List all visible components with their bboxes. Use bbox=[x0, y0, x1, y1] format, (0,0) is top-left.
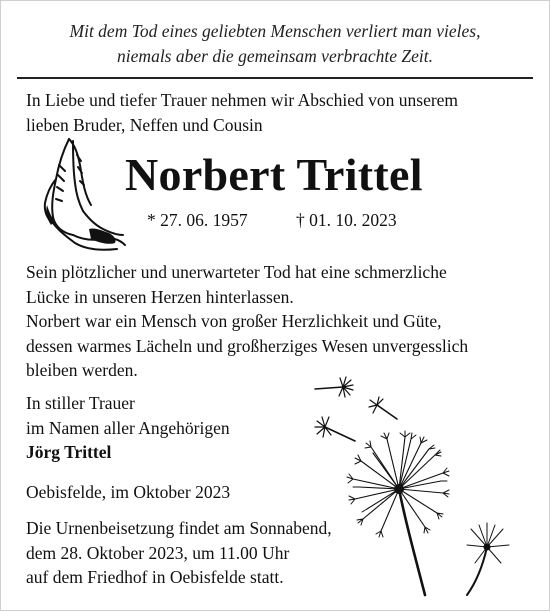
funeral-line: Die Urnenbeisetzung findet am Sonnabend, bbox=[26, 518, 332, 538]
signoff-line: In stiller Trauer bbox=[26, 393, 135, 413]
funeral-line: dem 28. Oktober 2023, um 11.00 Uhr bbox=[26, 542, 290, 563]
signoff bbox=[26, 391, 230, 465]
place-date: Oebisfelde, im Oktober 2023 bbox=[26, 482, 231, 502]
dandelion-icon bbox=[301, 369, 541, 604]
motto bbox=[1, 19, 549, 69]
motto-line: niemals aber die gemeinsam verbrachte Zeit. bbox=[117, 46, 433, 66]
signer-name: Jörg Trittel bbox=[26, 442, 112, 462]
tribute-line: Norbert war ein Mensch von großer Herzlichkeit und Güte, bbox=[26, 311, 442, 331]
tribute-line: Sein plötzlicher und unerwarteter Tod hat eine schmerzliche bbox=[26, 262, 447, 282]
tribute-line: bleiben werden. bbox=[26, 360, 138, 380]
birth-date: * 27. 06. 1957 bbox=[147, 210, 248, 230]
deceased-name: Norbert Trittel bbox=[125, 149, 423, 200]
motto-line: Mit dem Tod eines geliebten Menschen verliert man vieles, bbox=[69, 21, 481, 41]
tribute-line: dessen warmes Lächeln und großherziges Wesen unvergesslich bbox=[26, 335, 469, 356]
tribute-line: Lücke in unseren Herzen hinterlassen. bbox=[26, 286, 294, 307]
intro-line: In Liebe und tiefer Trauer nehmen wir Abschied von unserem bbox=[26, 90, 459, 110]
tribute-text bbox=[26, 260, 536, 383]
separator-rule bbox=[17, 77, 533, 79]
funeral-details bbox=[26, 516, 332, 590]
praying-hands-icon bbox=[29, 135, 127, 253]
intro-line: lieben Bruder, Neffen und Cousin bbox=[26, 115, 263, 135]
signoff-line: im Namen aller Angehörigen bbox=[26, 417, 230, 438]
funeral-line: auf dem Friedhof in Oebisfelde statt. bbox=[26, 567, 284, 587]
intro-text bbox=[26, 88, 536, 138]
death-date: † 01. 10. 2023 bbox=[296, 210, 397, 230]
